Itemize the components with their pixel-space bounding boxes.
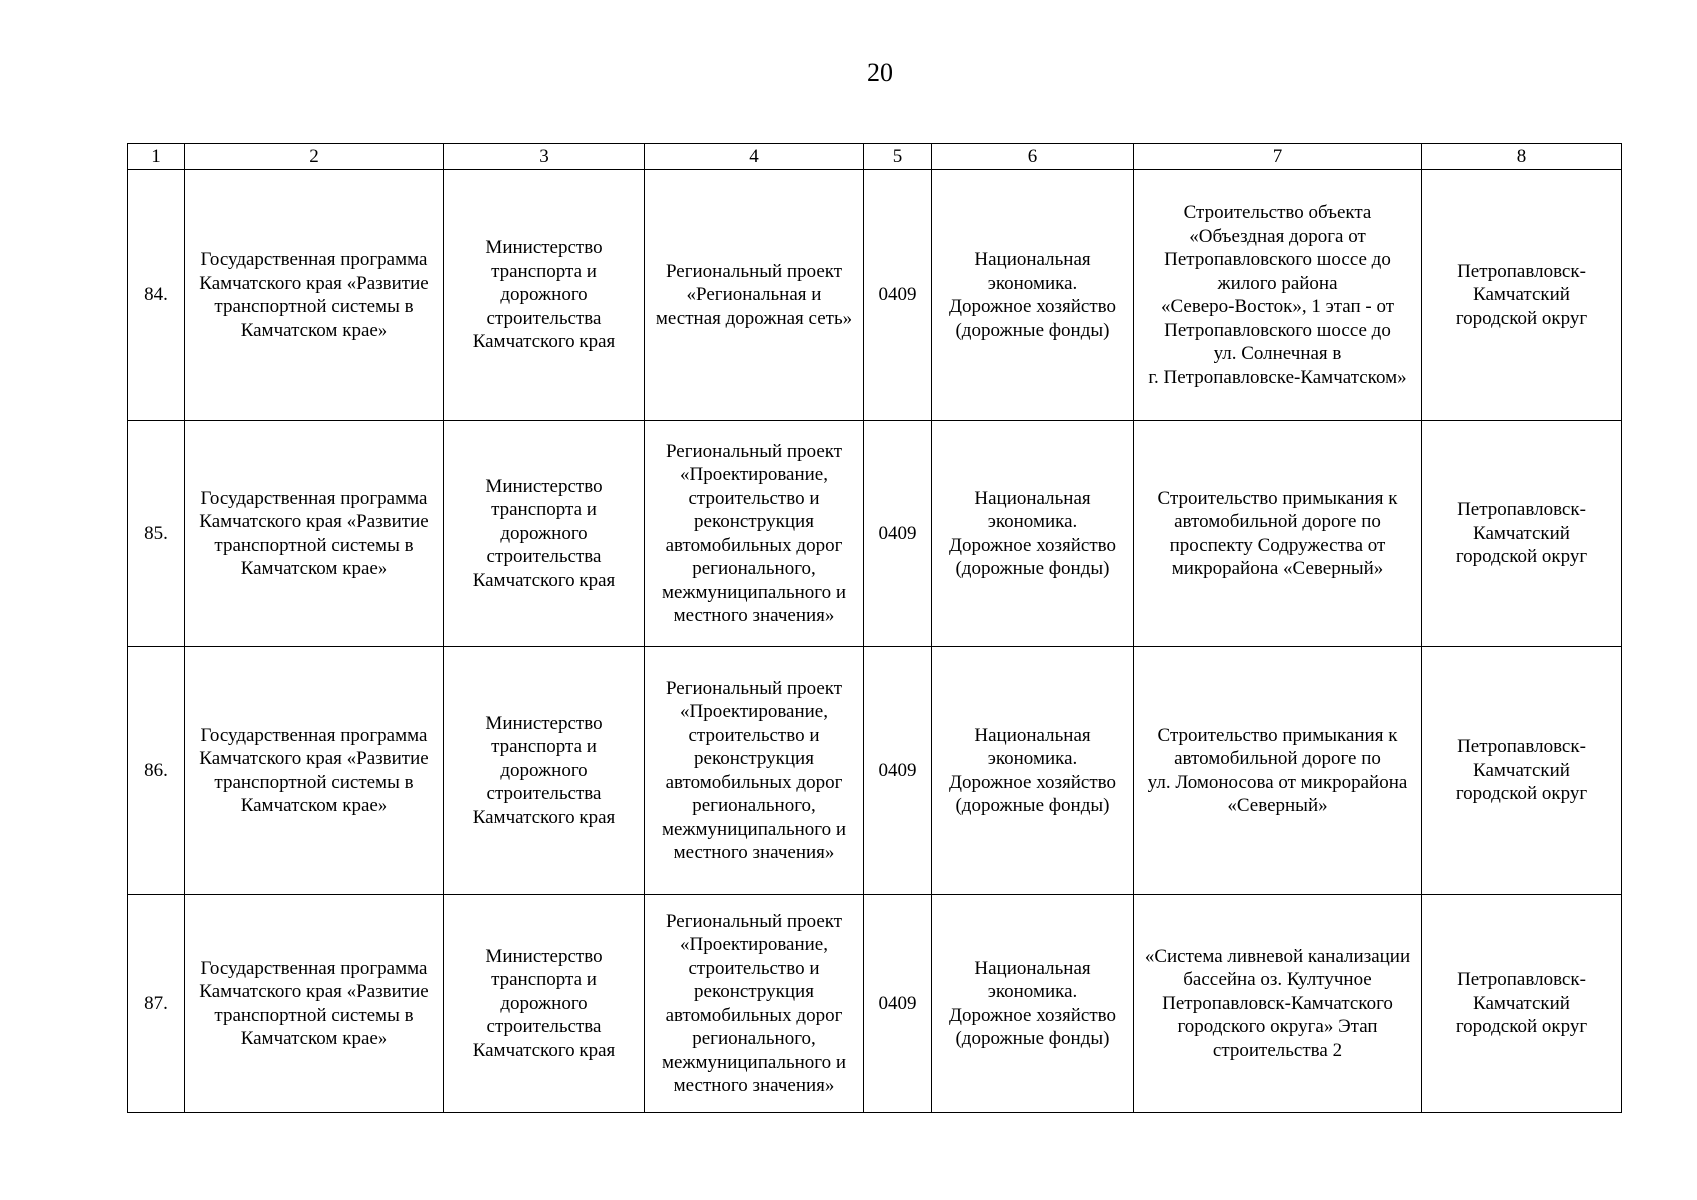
row-number-cell: 86. [128, 647, 185, 895]
table-row [128, 170, 1622, 421]
table-row [128, 895, 1622, 1113]
program-cell: Государственная программа Камчатского края «Развитие транспортной системы в Камчатском крае» [185, 647, 444, 895]
code-cell: 0409 [864, 647, 932, 895]
row-number-cell: 87. [128, 895, 185, 1113]
data-table [127, 143, 1622, 1113]
column-header: 5 [864, 144, 932, 170]
ministry-cell: Министерство транспорта и дорожного строительства Камчатского края [444, 647, 645, 895]
object-cell: Строительство объекта «Объездная дорога от Петропавловского шоссе до жилого района «Северо-Восток», 1 этап - от Петропавловского шоссе до ул. Солнечная в г. Петропавловске-Камчатском» [1134, 170, 1422, 421]
ministry-cell: Министерство транспорта и дорожного строительства Камчатского края [444, 421, 645, 647]
section-cell: Национальная экономика. Дорожное хозяйство (дорожные фонды) [932, 647, 1134, 895]
location-cell: Петропавловск- Камчатский городской округ [1422, 647, 1622, 895]
project-cell: Региональный проект «Проектирование, строительство и реконструкция автомобильных дорог регионального, межмуниципального и местного значения» [645, 647, 864, 895]
column-header: 3 [444, 144, 645, 170]
location-cell: Петропавловск- Камчатский городской округ [1422, 421, 1622, 647]
project-cell: Региональный проект «Проектирование, строительство и реконструкция автомобильных дорог регионального, межмуниципального и местного значения» [645, 895, 864, 1113]
row-number-cell: 84. [128, 170, 185, 421]
code-cell: 0409 [864, 421, 932, 647]
page-number: 20 [867, 58, 893, 87]
table-header-row [128, 144, 1622, 170]
section-cell: Национальная экономика. Дорожное хозяйство (дорожные фонды) [932, 421, 1134, 647]
location-cell: Петропавловск- Камчатский городской округ [1422, 170, 1622, 421]
column-header: 7 [1134, 144, 1422, 170]
object-cell: Строительство примыкания к автомобильной дороге по ул. Ломоносова от микрорайона «Северный» [1134, 647, 1422, 895]
ministry-cell: Министерство транспорта и дорожного строительства Камчатского края [444, 170, 645, 421]
object-cell: «Система ливневой канализации бассейна оз. Култучное Петропавловск-Камчатского городского округа» Этап строительства 2 [1134, 895, 1422, 1113]
column-header: 6 [932, 144, 1134, 170]
column-header: 8 [1422, 144, 1622, 170]
column-header: 2 [185, 144, 444, 170]
ministry-cell: Министерство транспорта и дорожного строительства Камчатского края [444, 895, 645, 1113]
table-row [128, 647, 1622, 895]
program-cell: Государственная программа Камчатского края «Развитие транспортной системы в Камчатском крае» [185, 170, 444, 421]
table-row [128, 421, 1622, 647]
column-header: 4 [645, 144, 864, 170]
code-cell: 0409 [864, 170, 932, 421]
column-header: 1 [128, 144, 185, 170]
project-cell: Региональный проект «Проектирование, строительство и реконструкция автомобильных дорог регионального, межмуниципального и местного значения» [645, 421, 864, 647]
location-cell: Петропавловск- Камчатский городской округ [1422, 895, 1622, 1113]
code-cell: 0409 [864, 895, 932, 1113]
program-cell: Государственная программа Камчатского края «Развитие транспортной системы в Камчатском крае» [185, 421, 444, 647]
section-cell: Национальная экономика. Дорожное хозяйство (дорожные фонды) [932, 170, 1134, 421]
section-cell: Национальная экономика. Дорожное хозяйство (дорожные фонды) [932, 895, 1134, 1113]
object-cell: Строительство примыкания к автомобильной дороге по проспекту Содружества от микрорайона «Северный» [1134, 421, 1422, 647]
project-cell: Региональный проект «Региональная и местная дорожная сеть» [645, 170, 864, 421]
program-cell: Государственная программа Камчатского края «Развитие транспортной системы в Камчатском крае» [185, 895, 444, 1113]
row-number-cell: 85. [128, 421, 185, 647]
